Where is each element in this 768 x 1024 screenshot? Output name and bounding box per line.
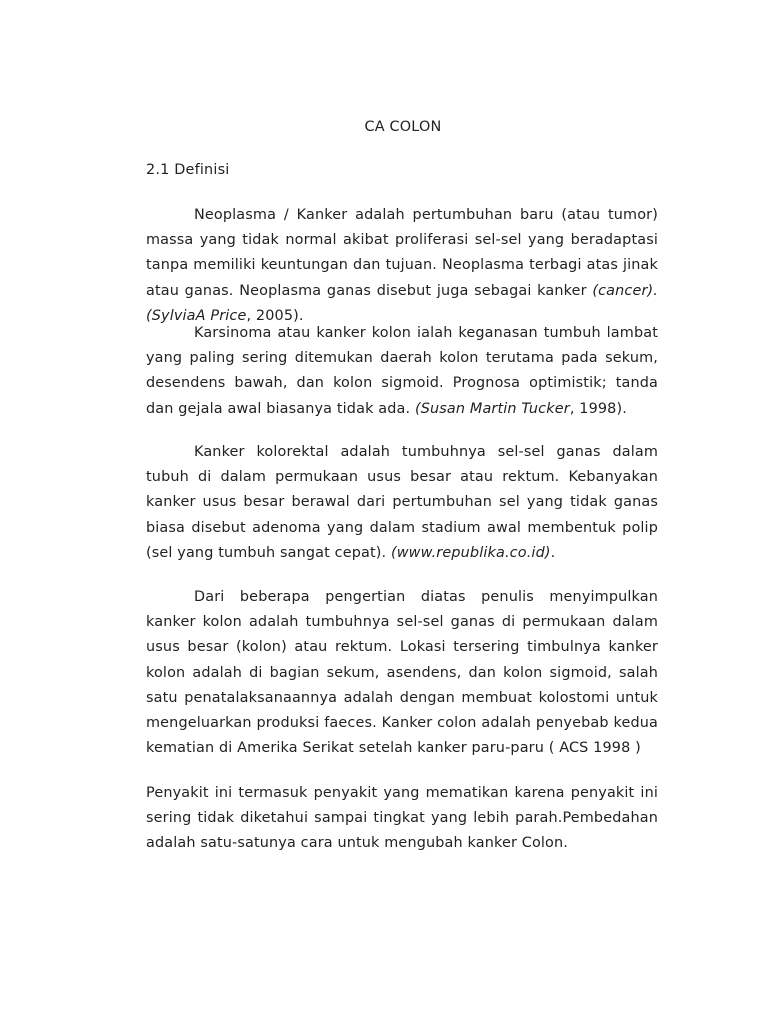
- paragraph-definition-karsinoma: [146, 321, 658, 422]
- paragraph-text: Neoplasma / Kanker adalah pertumbuhan baru (atau tumor) massa yang tidak normal akibat proliferasi sel-sel yang beradaptasi tanpa memiliki keuntungan dan tujuan. Neoplasma terbagi atas jinak atau ganas. Neoplasma ganas disebut juga sebagai kanker: [146, 207, 658, 299]
- citation-year: , 1998).: [569, 400, 627, 417]
- paragraph-definition-kolorektal: [146, 440, 658, 566]
- paragraph-text: Dari beberapa pengertian diatas penulis menyimpulkan kanker kolon adalah tumbuhnya sel-sel ganas di permukaan dalam usus besar (kolon) atau rektum. Lokasi tersering timbulnya kanker kolon adalah di bagian sekum, asendens, dan kolon sigmoid, salah satu penatalaksanaannya adalah dengan membuat kolostomi untuk mengeluarkan produksi faeces. Kanker colon adalah penyebab kedua kematian di Amerika Serikat setelah kanker paru-paru ( ACS 1998 ): [146, 589, 658, 757]
- paragraph-definition-neoplasma: [146, 203, 658, 329]
- document-title: CA COLON: [364, 119, 442, 135]
- citation-year: , 2005).: [246, 307, 304, 324]
- paragraph-text: Karsinoma atau kanker kolon ialah keganasan tumbuh lambat yang paling sering ditemukan daerah kolon terutama pada sekum, desendens bawah, dan kolon sigmoid. Prognosa optimistik; tanda dan gejala awal biasanya tidak ada.: [146, 325, 658, 417]
- paragraph-text: Penyakit ini termasuk penyakit yang mematikan karena penyakit ini sering tidak diketahui sampai tingkat yang lebih parah.Pembedahan adalah satu-satunya cara untuk mengubah kanker Colon.: [146, 785, 658, 852]
- paragraph-text: Kanker kolorektal adalah tumbuhnya sel-sel ganas dalam tubuh di dalam permukaan usus besar atau rektum. Kebanyakan kanker usus besar berawal dari pertumbuhan sel yang tidak ganas biasa disebut adenoma yang dalam stadium awal membentuk polip (sel yang tumbuh sangat cepat).: [146, 444, 658, 561]
- citation: (Susan Martin Tucker: [414, 400, 570, 417]
- citation: (www.republika.co.id): [390, 544, 551, 561]
- paragraph-conclusion: [146, 585, 658, 761]
- citation: (cancer). (SylviaA Price: [146, 282, 658, 324]
- paragraph-closing: [146, 781, 658, 857]
- section-heading: 2.1 Definisi: [146, 162, 230, 178]
- citation-end: .: [550, 544, 556, 561]
